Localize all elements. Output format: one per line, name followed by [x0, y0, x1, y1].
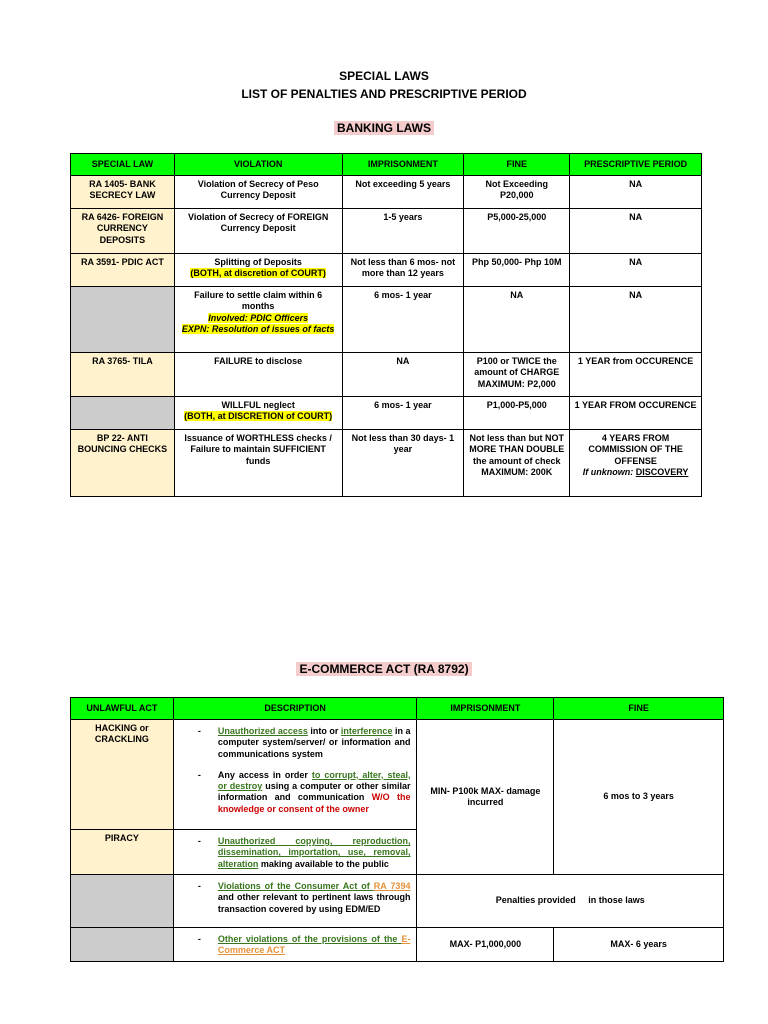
desc-text: into or — [307, 726, 341, 736]
fine-cell: 6 mos to 3 years — [554, 720, 724, 875]
unlawful-act-cell-empty — [71, 875, 174, 928]
desc-underline: Unauthorized copying, reproduction, dissemination, importation, use, removal, alteration — [217, 836, 411, 869]
desc-link[interactable]: E-Commerce ACT — [217, 934, 411, 956]
period-cell: 1 YEAR from OCCURENCE — [570, 353, 702, 397]
table-row — [71, 353, 702, 397]
violation-note: Involved: PDIC Officers — [208, 312, 309, 323]
description-cell — [173, 720, 417, 830]
col-header-special-law: SPECIAL LAW — [71, 154, 175, 176]
imprisonment-cell: Not exceeding 5 years — [342, 176, 464, 209]
imprisonment-cell: 6 mos- 1 year — [342, 397, 464, 430]
law-cell-empty — [71, 287, 175, 353]
col-header-violation: VIOLATION — [174, 154, 342, 176]
ecommerce-heading — [0, 662, 768, 676]
violation-note: EXPN: Resolution of issues of facts — [181, 323, 335, 334]
law-cell: RA 3765- TILA — [71, 353, 175, 397]
period-cell: NA — [570, 254, 702, 287]
imprisonment-cell: 1-5 years — [342, 209, 464, 254]
violation-text: Failure to settle claim within 6 months — [194, 290, 323, 312]
desc-underline: to corrupt, alter, steal, or destroy — [217, 769, 411, 791]
table-row — [71, 397, 702, 430]
doc-title-line1: SPECIAL LAWS — [339, 69, 429, 83]
fine-cell: Php 50,000- Php 10M — [464, 254, 570, 287]
violation-note: (BOTH, at discretion of COURT) — [190, 268, 326, 279]
violation-text: WILLFUL neglect — [221, 400, 295, 410]
period-text: 4 YEARS FROM COMMISSION OF THE OFFENSE — [588, 433, 683, 466]
imprisonment-cell: MIN- P100k MAX- damage incurred — [417, 720, 554, 875]
desc-underline: interference — [340, 726, 393, 736]
desc-text: Any access in order — [217, 769, 312, 780]
law-cell: RA 6426- FOREIGN CURRENCY DEPOSITS — [71, 209, 175, 254]
period-cell: NA — [570, 209, 702, 254]
desc-underline: Other violations of the provisions of the — [217, 934, 402, 944]
banking-laws-heading-text: BANKING LAWS — [334, 121, 434, 135]
violation-cell: Issuance of WORTHLESS checks / Failure to maintain SUFFICIENT funds — [174, 430, 342, 497]
period-cell: NA — [570, 176, 702, 209]
fine-cell: P5,000-25,000 — [464, 209, 570, 254]
table-row — [71, 209, 702, 254]
description-cell — [173, 830, 417, 875]
imprisonment-cell: Not less than 6 mos- not more than 12 years — [342, 254, 464, 287]
table-row — [71, 720, 724, 830]
fine-cell: NA — [464, 287, 570, 353]
fine-cell: Not less than but NOT MORE THAN DOUBLE the amount of check MAXIMUM: 200K — [464, 430, 570, 497]
col-header-unlawful-act: UNLAWFUL ACT — [71, 698, 174, 720]
description-cell — [173, 928, 417, 962]
list-item: - Other violations of the provisions of the E-Commerce ACT — [197, 934, 411, 956]
col-header-imprisonment: IMPRISONMENT — [342, 154, 464, 176]
period-prefix: If unknown: — [582, 466, 634, 477]
table-row — [71, 176, 702, 209]
desc-underline: Violations of the Consumer Act of — [217, 881, 374, 891]
banking-laws-table — [70, 153, 702, 497]
list-item: - Violations of the Consumer Act of RA 7394 and other relevant to pertinent laws through transaction covered by using EDM/ED — [197, 881, 411, 914]
banking-header-row — [71, 154, 702, 176]
ecommerce-table — [70, 697, 724, 962]
period-cell — [570, 430, 702, 497]
col-header-description: DESCRIPTION — [173, 698, 417, 720]
table-row — [71, 254, 702, 287]
desc-link[interactable]: RA 7394 — [373, 881, 411, 891]
banking-laws-heading — [0, 121, 768, 135]
desc-text: and other relevant to pertinent laws through transaction covered by using EDM/ED — [217, 892, 411, 914]
ecommerce-heading-text: E-COMMERCE ACT (RA 8792) — [296, 662, 471, 676]
fine-cell: Not Exceeding P20,000 — [464, 176, 570, 209]
law-cell: BP 22- ANTI BOUNCING CHECKS — [71, 430, 175, 497]
unlawful-act-cell-empty — [71, 928, 174, 962]
law-cell: RA 1405- BANK SECRECY LAW — [71, 176, 175, 209]
list-item: - Unauthorized copying, reproduction, dissemination, importation, use, removal, alteration making available to the public — [197, 836, 411, 869]
col-header-fine: FINE — [554, 698, 724, 720]
period-cell: NA — [570, 287, 702, 353]
violation-cell: Violation of Secrecy of FOREIGN Currency Deposit — [174, 209, 342, 254]
description-cell — [173, 875, 417, 928]
col-header-imprisonment: IMPRISONMENT — [417, 698, 554, 720]
table-row — [71, 928, 724, 962]
ecommerce-header-row — [71, 698, 724, 720]
desc-underline: Unauthorized access — [217, 726, 308, 736]
doc-title-line2: LIST OF PENALTIES AND PRESCRIPTIVE PERIOD — [241, 87, 527, 101]
fine-cell: MAX- 6 years — [554, 928, 724, 962]
violation-note: (BOTH, at DISCRETION of COURT) — [184, 411, 333, 422]
penalty-cell: Penalties provided in those laws — [417, 875, 724, 928]
table-row — [71, 430, 702, 497]
imprisonment-cell: Not less than 30 days- 1 year — [342, 430, 464, 497]
period-suffix: DISCOVERY — [635, 466, 689, 477]
col-header-fine: FINE — [464, 154, 570, 176]
imprisonment-cell: 6 mos- 1 year — [342, 287, 464, 353]
imprisonment-cell: MAX- P1,000,000 — [417, 928, 554, 962]
col-header-prescriptive-period: PRESCRIPTIVE PERIOD — [570, 154, 702, 176]
desc-text: in a computer system/server/ or information and communications system — [217, 726, 411, 759]
imprisonment-cell: NA — [342, 353, 464, 397]
table-row — [71, 287, 702, 353]
period-cell: 1 YEAR FROM OCCURENCE — [570, 397, 702, 430]
violation-cell — [174, 287, 342, 353]
unlawful-act-cell: PIRACY — [71, 830, 174, 875]
fine-cell: P1,000-P5,000 — [464, 397, 570, 430]
list-item: - Unauthorized access into or interference in a computer system/server/ or information and communications system — [197, 726, 411, 759]
table-row — [71, 875, 724, 928]
violation-text: Splitting of Deposits — [214, 257, 302, 267]
list-item: - Any access in order to corrupt, alter, steal, or destroy using a computer or other similar information and communication W/O the knowledge or consent of the owner — [197, 769, 411, 814]
violation-cell: Violation of Secrecy of Peso Currency Deposit — [174, 176, 342, 209]
violation-cell: FAILURE to disclose — [174, 353, 342, 397]
violation-cell — [174, 397, 342, 430]
law-cell-empty — [71, 397, 175, 430]
desc-red: W/O the knowledge or consent of the owner — [217, 792, 411, 814]
fine-cell: P100 or TWICE the amount of CHARGE MAXIMUM: P2,000 — [464, 353, 570, 397]
violation-cell — [174, 254, 342, 287]
unlawful-act-cell: HACKING or CRACKLING — [71, 720, 174, 830]
desc-text: using a computer or other similar information and communication — [217, 781, 411, 803]
desc-text: making available to the public — [258, 858, 389, 869]
law-cell: RA 3591- PDIC ACT — [71, 254, 175, 287]
